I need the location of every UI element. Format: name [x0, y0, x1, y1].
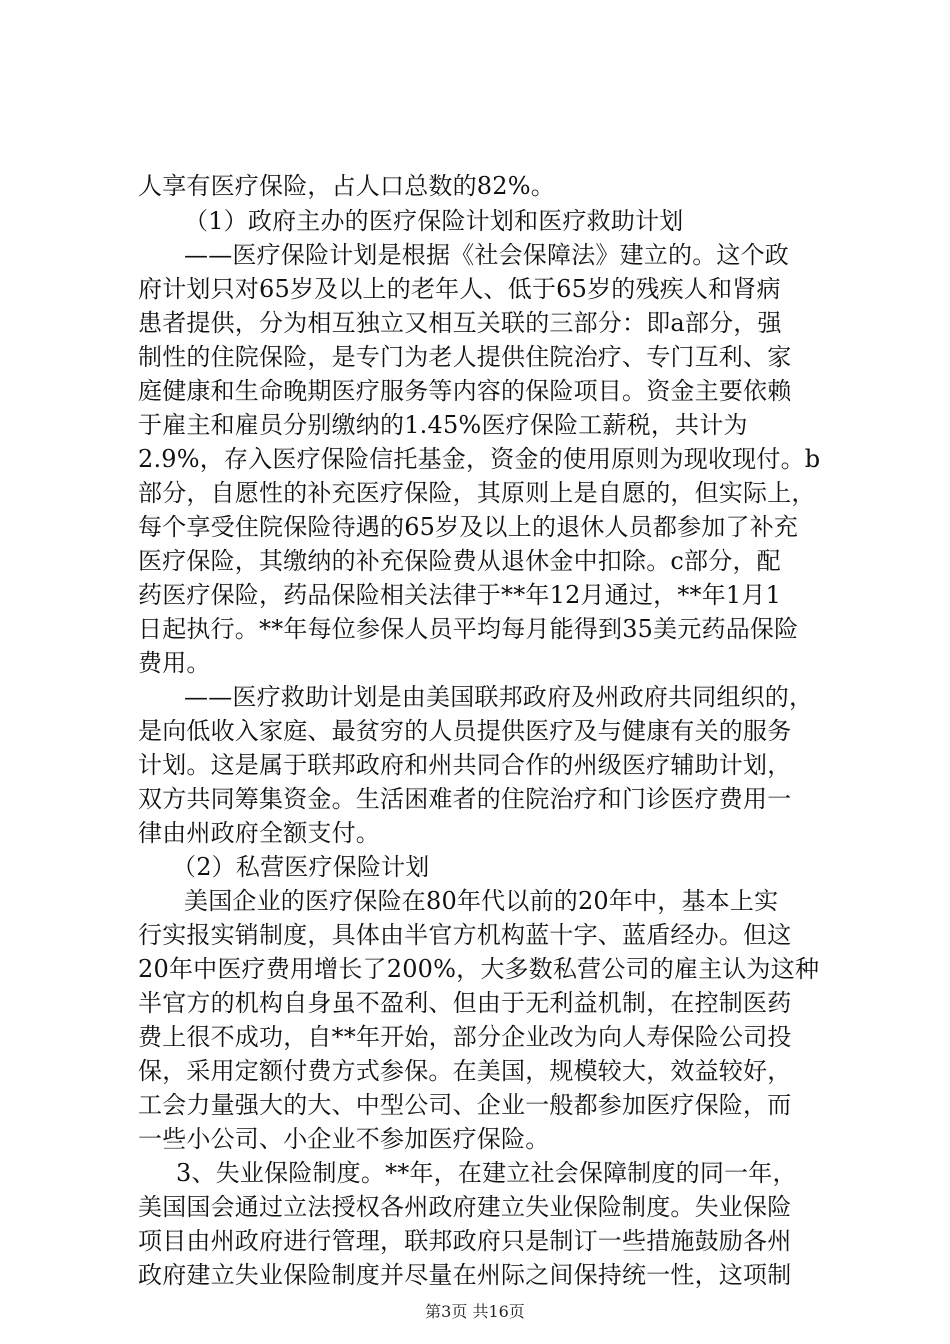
page-number-footer: 第3页 共16页: [425, 1302, 525, 1321]
text-line: 计划。这是属于联邦政府和州共同合作的州级医疗辅助计划，: [138, 751, 792, 779]
paragraph-start: ——医疗保险计划是根据《社会保障法》建立的。这个政: [184, 241, 789, 269]
text-line: 制性的住院保险，是专门为老人提供住院治疗、专门互利、家: [138, 343, 792, 371]
text-line: 医疗保险，其缴纳的补充保险费从退休金中扣除。c部分，配: [138, 547, 781, 575]
paragraph-start: 美国企业的医疗保险在80年代以前的20年中，基本上实: [184, 887, 779, 915]
text-line: 2.9%，存入医疗保险信托基金，资金的使用原则为现收现付。b: [138, 445, 821, 473]
text-line: 双方共同筹集资金。生活困难者的住院治疗和门诊医疗费用一: [138, 785, 792, 813]
text-line: 20年中医疗费用增长了200%，大多数私营公司的雇主认为这种: [138, 955, 820, 983]
text-line: 部分，自愿性的补充医疗保险，其原则上是自愿的，但实际上，: [138, 479, 816, 507]
text-line: 一些小公司、小企业不参加医疗保险。: [138, 1125, 550, 1153]
text-line: 费上很不成功，自**年开始，部分企业改为向人寿保险公司投: [138, 1023, 792, 1051]
text-line: 行实报实销制度，具体由半官方机构蓝十字、蓝盾经办。但这: [138, 921, 792, 949]
text-line: 保，采用定额付费方式参保。在美国，规模较大，效益较好，: [138, 1057, 792, 1085]
text-line: 工会力量强大的大、中型公司、企业一般都参加医疗保险，而: [138, 1091, 792, 1119]
text-line: 政府建立失业保险制度并尽量在州际之间保持统一性，这项制: [138, 1261, 792, 1289]
text-line: 日起执行。**年每位参保人员平均每月能得到35美元药品保险: [138, 615, 799, 643]
section-heading: （1）政府主办的医疗保险计划和医疗救助计划: [184, 207, 684, 235]
text-line: 半官方的机构自身虽不盈利、但由于无利益机制，在控制医药: [138, 989, 792, 1017]
text-line: 是向低收入家庭、最贫穷的人员提供医疗及与健康有关的服务: [138, 717, 792, 745]
section-heading: （2）私营医疗保险计划: [172, 853, 430, 881]
text-line: 费用。: [138, 649, 211, 677]
text-line: 于雇主和雇员分别缴纳的1.45%医疗保险工薪税，共计为: [138, 411, 748, 439]
text-line: 庭健康和生命晚期医疗服务等内容的保险项目。资金主要依赖: [138, 377, 792, 405]
paragraph-start: ——医疗救助计划是由美国联邦政府及州政府共同组织的，: [184, 683, 814, 711]
text-line: 美国国会通过立法授权各州政府建立失业保险制度。失业保险: [138, 1193, 792, 1221]
paragraph-start: 3、失业保险制度。**年，在建立社会保障制度的同一年，: [176, 1159, 797, 1187]
text-line: 人享有医疗保险，占人口总数的82%。: [138, 172, 555, 200]
text-line: 府计划只对65岁及以上的老年人、低于65岁的残疾人和肾病: [138, 275, 781, 303]
text-line: 项目由州政府进行管理，联邦政府只是制订一些措施鼓励各州: [138, 1227, 792, 1255]
text-line: 每个享受住院保险待遇的65岁及以上的退休人员都参加了补充: [138, 513, 799, 541]
text-line: 药医疗保险，药品保险相关法律于**年12月通过，**年1月1: [138, 581, 782, 609]
text-line: 患者提供，分为相互独立又相互关联的三部分：即a部分，强: [138, 309, 782, 337]
text-line: 律由州政府全额支付。: [138, 819, 380, 847]
